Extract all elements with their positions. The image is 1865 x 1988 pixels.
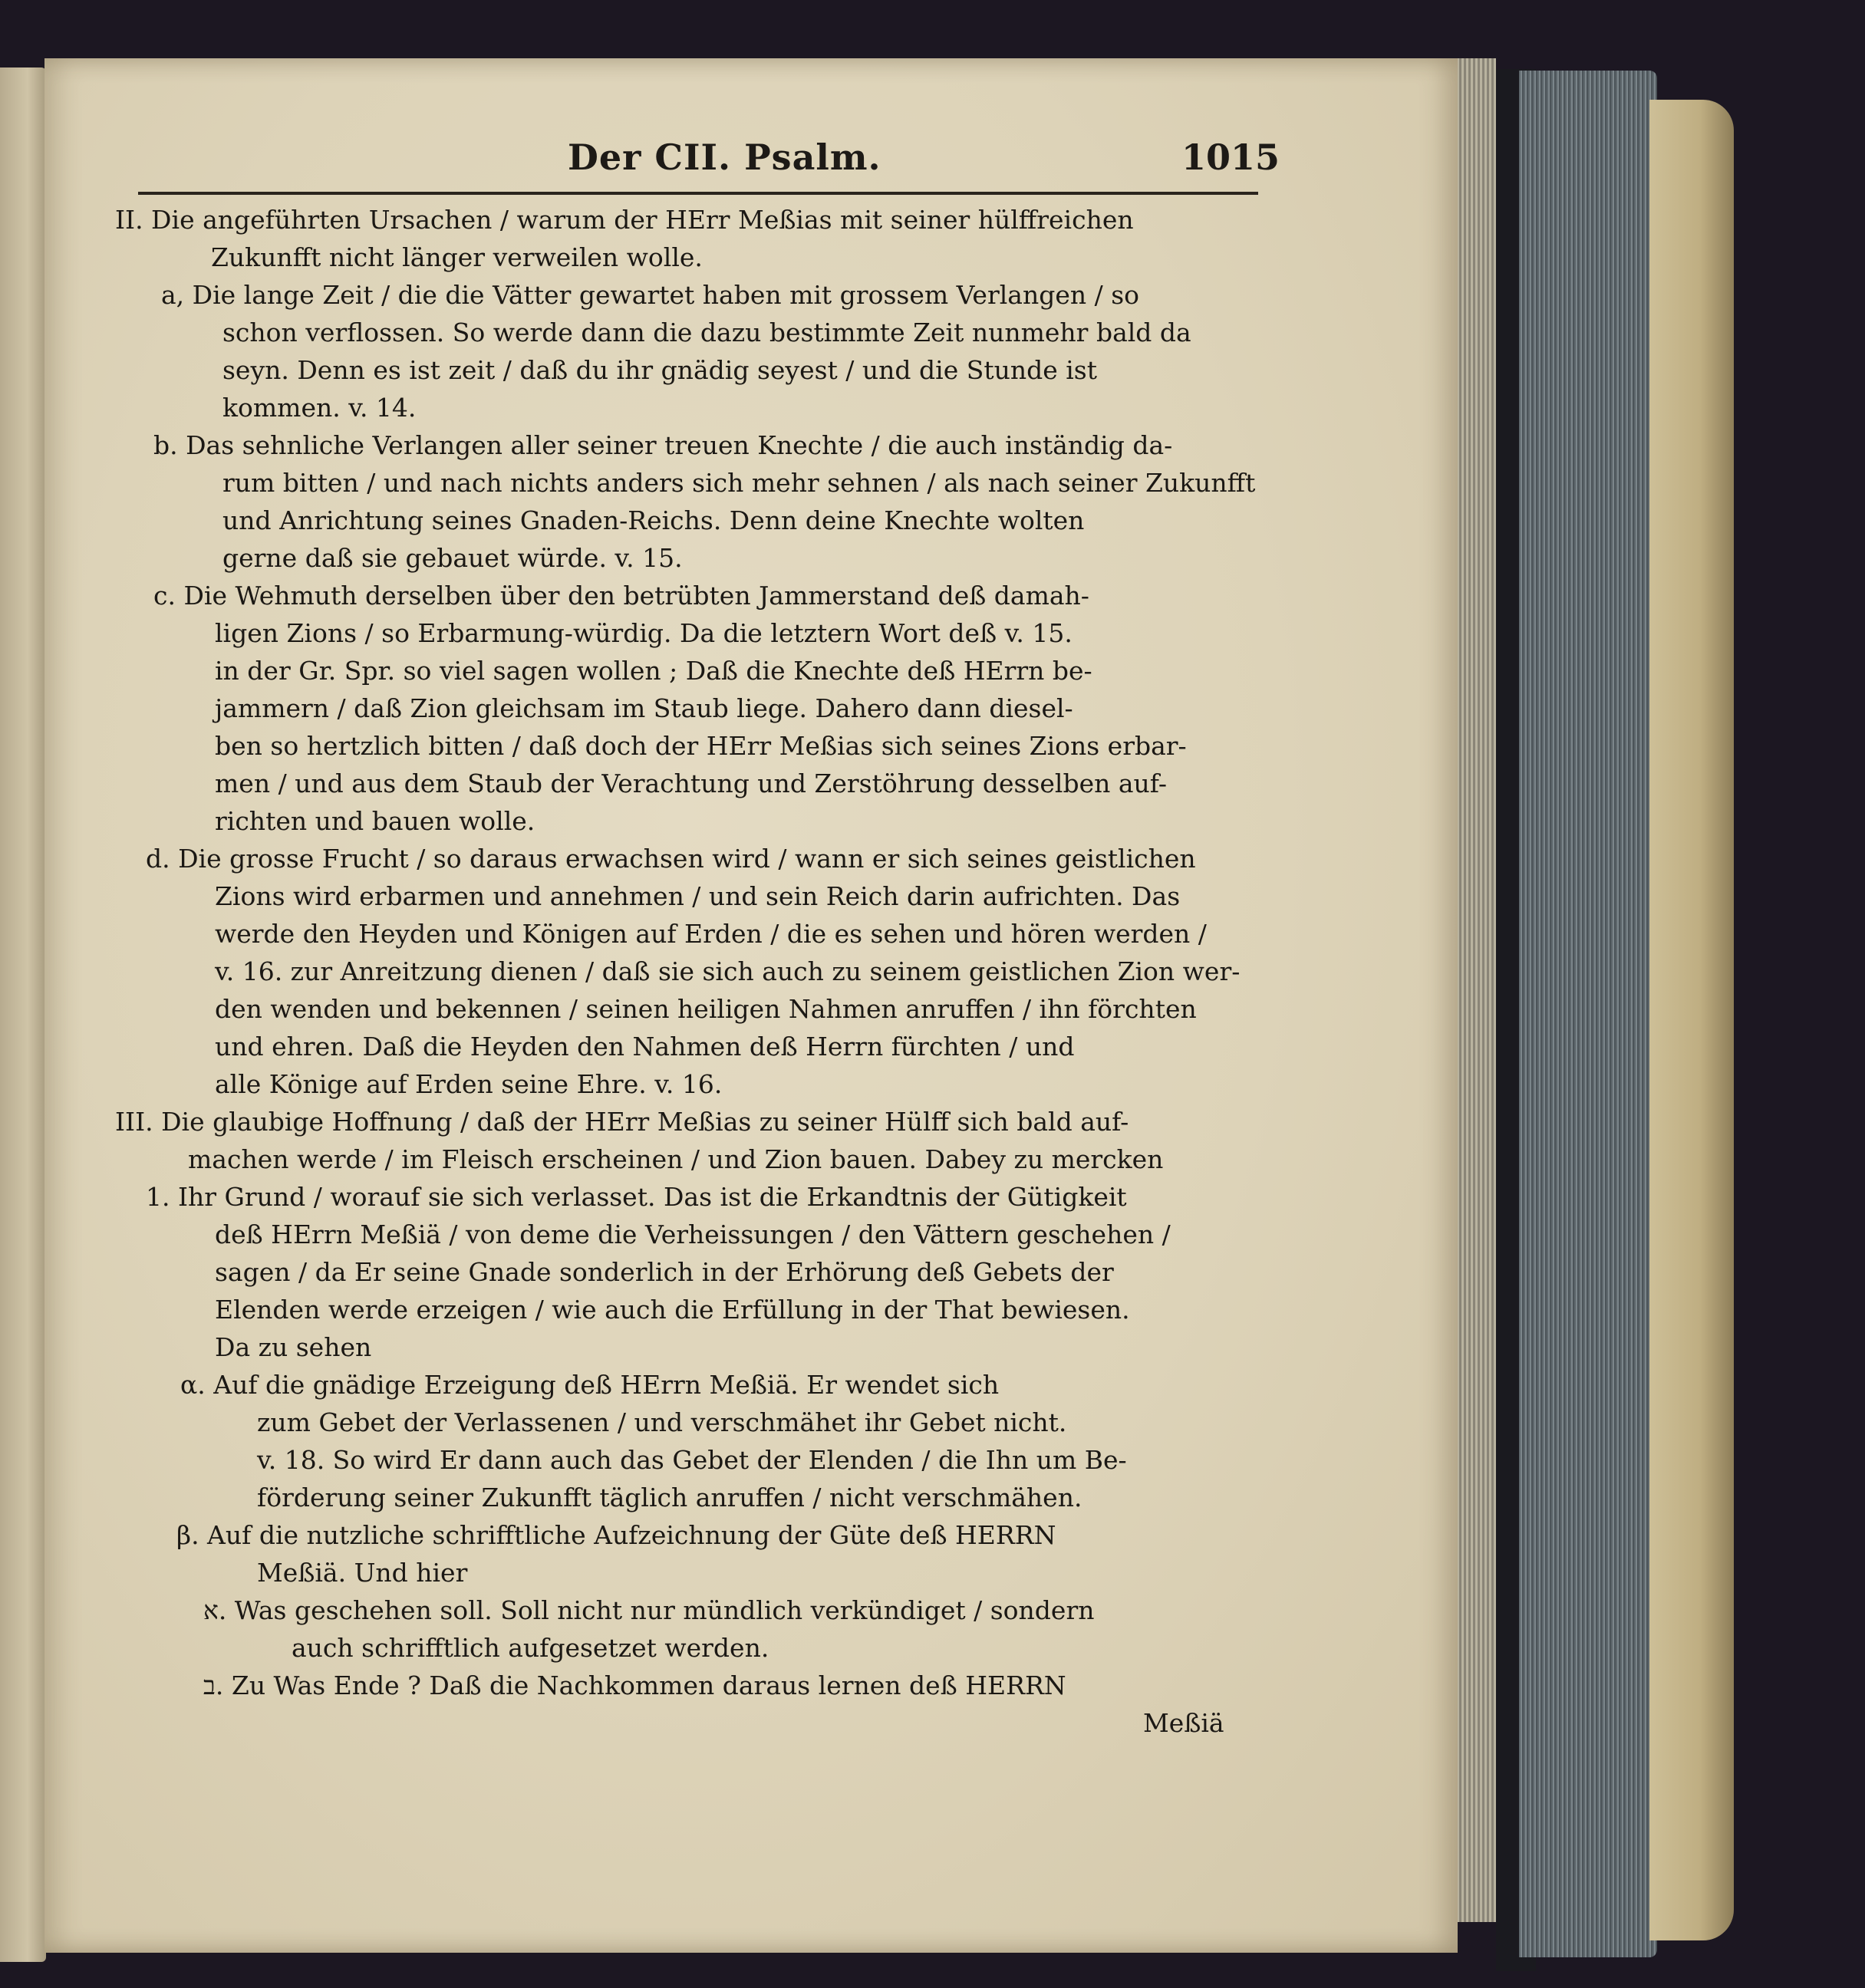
- text-line: ben so hertzlich bitten / daß doch der HErr Meßias sich seines Zions erbar-: [215, 731, 1187, 761]
- text-line: auch schrifftlich aufgesetzet werden.: [292, 1633, 769, 1663]
- text-line: in der Gr. Spr. so viel sagen wollen ; Daß die Knechte deß HErrn be-: [215, 656, 1092, 686]
- text-line: kommen. v. 14.: [222, 393, 417, 423]
- text-line: a, Die lange Zeit / die die Vätter gewartet haben mit grossem Verlangen / so: [161, 280, 1140, 310]
- text-line: III. Die glaubige Hoffnung / daß der HErr Meßias zu seiner Hülff sich bald auf-: [115, 1107, 1129, 1137]
- text-line: seyn. Denn es ist zeit / daß du ihr gnädig seyest / und die Stunde ist: [222, 355, 1097, 385]
- text-line: א. Was geschehen soll. Soll nicht nur mündlich verkündiget / sondern: [203, 1595, 1095, 1625]
- text-line: alle Könige auf Erden seine Ehre. v. 16.: [215, 1069, 723, 1099]
- text-line: den wenden und bekennen / seinen heiligen Nahmen anruffen / ihn förchten: [215, 994, 1197, 1024]
- text-line: v. 18. So wird Er dann auch das Gebet der Elenden / die Ihn um Be-: [257, 1445, 1127, 1475]
- book-page-stack: [1519, 71, 1657, 1957]
- text-line: gerne daß sie gebauet würde. v. 15.: [222, 543, 683, 573]
- text-line: v. 16. zur Anreitzung dienen / daß sie sich auch zu seinem geistlichen Zion wer-: [215, 956, 1241, 986]
- book-cover-edge: [1649, 100, 1734, 1940]
- text-line: men / und aus dem Staub der Verachtung und Zerstöhrung desselben auf-: [215, 769, 1167, 798]
- text-line: Da zu sehen: [215, 1332, 372, 1362]
- text-line: c. Die Wehmuth derselben über den betrübten Jammerstand deß damah-: [153, 581, 1089, 611]
- text-line: sagen / da Er seine Gnade sonderlich in der Erhörung deß Gebets der: [215, 1257, 1114, 1287]
- page-number: 1015: [1181, 137, 1280, 178]
- text-line: werde den Heyden und Königen auf Erden / die es sehen und hören werden /: [215, 919, 1207, 949]
- text-line: Meßiä. Und hier: [257, 1558, 468, 1588]
- text-line: rum bitten / und nach nichts anders sich mehr sehnen / als nach seiner Zukunfft: [222, 468, 1256, 498]
- text-line: und Anrichtung seines Gnaden-Reichs. Denn deine Knechte wolten: [222, 505, 1085, 535]
- text-line: b. Das sehnliche Verlangen aller seiner treuen Knechte / die auch inständig da-: [153, 430, 1173, 460]
- text-line: richten und bauen wolle.: [215, 806, 535, 836]
- text-line: deß HErrn Meßiä / von deme die Verheissungen / den Vättern geschehen /: [215, 1219, 1171, 1249]
- text-line: ligen Zions / so Erbarmung-würdig. Da die letztern Wort deß v. 15.: [215, 618, 1073, 648]
- text-line: machen werde / im Fleisch erscheinen / und Zion bauen. Dabey zu mercken: [188, 1144, 1164, 1174]
- text-line: β. Auf die nutzliche schrifftliche Aufzeichnung der Güte deß HERRN: [176, 1520, 1056, 1550]
- text-line: Meßiä: [1143, 1708, 1224, 1738]
- text-line: förderung seiner Zukunfft täglich anruffen / nicht verschmähen.: [257, 1483, 1082, 1512]
- text-line: und ehren. Daß die Heyden den Nahmen deß Herrn fürchten / und: [215, 1032, 1075, 1061]
- text-line: 1. Ihr Grund / worauf sie sich verlasset. Das ist die Erkandtnis der Gütigkeit: [146, 1182, 1127, 1212]
- text-line: II. Die angeführten Ursachen / warum der HErr Meßias mit seiner hülffreichen: [115, 205, 1134, 235]
- page-header: [130, 137, 1281, 184]
- previous-page-edge: [0, 67, 46, 1962]
- running-title: Der CII. Psalm.: [568, 137, 881, 178]
- text-line: jammern / daß Zion gleichsam im Staub liege. Dahero dann diesel-: [215, 693, 1073, 723]
- page-body-text: [115, 201, 1258, 1742]
- text-line: d. Die grosse Frucht / so daraus erwachsen wird / wann er sich seines geistlichen: [146, 844, 1196, 874]
- text-line: Elenden werde erzeigen / wie auch die Erfüllung in der That bewiesen.: [215, 1295, 1130, 1325]
- text-line: zum Gebet der Verlassenen / und verschmähet ihr Gebet nicht.: [257, 1407, 1067, 1437]
- text-line: Zions wird erbarmen und annehmen / und sein Reich darin aufrichten. Das: [215, 881, 1181, 911]
- header-rule: [138, 192, 1258, 195]
- text-line: α. Auf die gnädige Erzeigung deß HErrn Meßiä. Er wendet sich: [180, 1370, 1000, 1400]
- text-line: ב. Zu Was Ende ? Daß die Nachkommen daraus lernen deß HERRN: [203, 1670, 1066, 1700]
- text-line: Zukunfft nicht länger verweilen wolle.: [211, 242, 703, 272]
- text-line: schon verflossen. So werde dann die dazu bestimmte Zeit nunmehr bald da: [222, 318, 1191, 347]
